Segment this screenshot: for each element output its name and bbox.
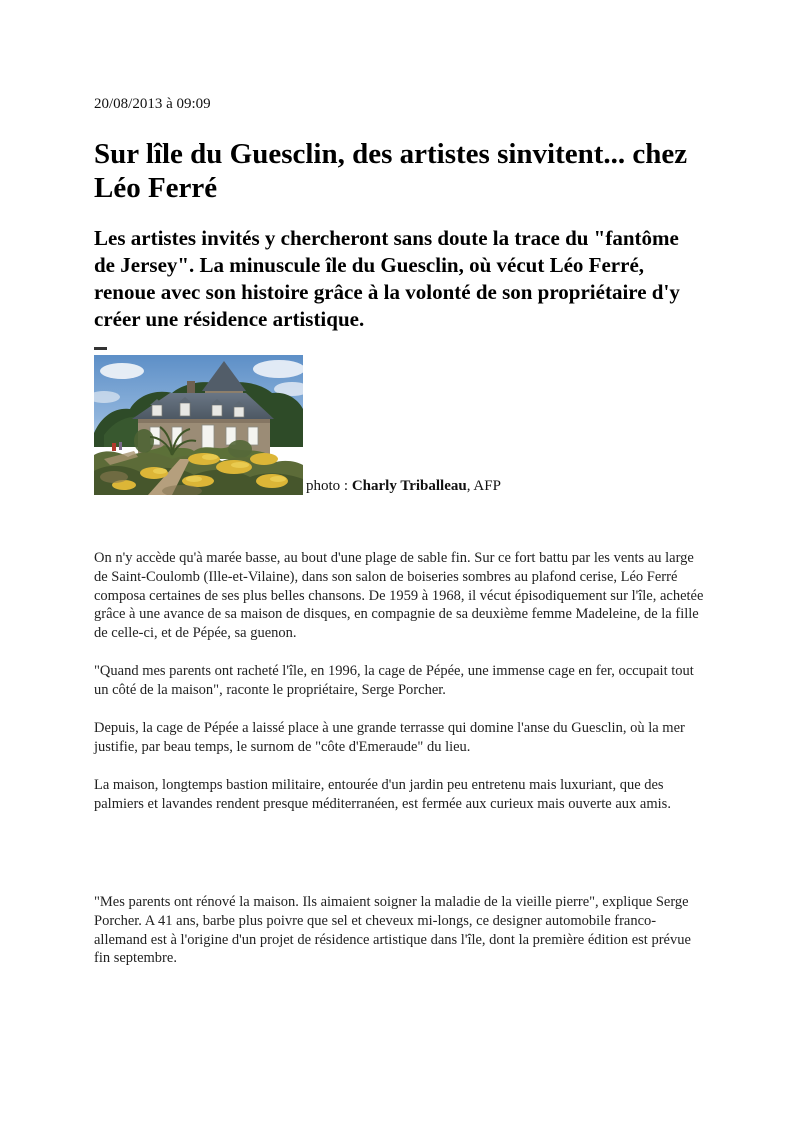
body-paragraph-2: "Quand mes parents ont racheté l'île, en 1996, la cage de Pépée, une immense cage en fer, occupait tout un côté de la maison", raconte le propriétaire, Serge Porcher. [94, 663, 694, 698]
empty-content-gap [94, 833, 708, 893]
body-paragraph-3: Depuis, la cage de Pépée a laissé place à une grande terrasse qui domine l'anse du Guesclin, où la mer justifie, par beau temps, le surnom de "côte d'Emeraude" du lieu. [94, 720, 685, 755]
photo-row [94, 355, 708, 495]
photo-credit-name: Charly Triballeau [351, 477, 467, 494]
photo-credit-prefix: photo : [306, 477, 352, 494]
article-photo [94, 355, 303, 495]
article-timestamp: 20/08/2013 à 09:09 [94, 96, 211, 112]
article-lead: Les artistes invités y chercheront sans doute la trace du "fantôme de Jersey". La minuscule île du Guesclin, où vécut Léo Ferré, renoue avec son histoire grâce à la volonté de son propriétaire d'y créer une résidence artistique. [94, 226, 680, 332]
article-content [94, 96, 708, 988]
body-paragraph-5: "Mes parents ont rénové la maison. Ils aimaient soigner la maladie de la vieille pierre", explique Serge Porcher. A 41 ans, barbe plus poivre que sel et cheveux mi-longs, ce designer automobile franco-allemand est à l'origine d'un projet de résidence artistique dans l'île, dont la première édition est prévue fin septembre. [94, 894, 691, 967]
island-house-illustration [94, 355, 303, 495]
body-paragraph-1: On n'y accède qu'à marée basse, au bout d'une plage de sable fin. Sur ce fort battu par les vents au large de Saint-Coulomb (Ille-et-Vilaine), dans son salon de boiseries sombres au plafond cerise, Léo Ferré composa certaines de ses plus belles chansons. De 1959 à 1968, il vécut épisodiquement sur l'île, achetée grâce à une avance de sa maison de disques, en compagnie de sa deuxième femme Madeleine, de la fille de celle-ci, et de Pépée, sa guenon. [94, 550, 704, 641]
broken-image-dash [94, 347, 107, 350]
article-title: Sur lîle du Guesclin, des artistes sinvitent... chez Léo Ferré [94, 137, 688, 205]
photo-credit-suffix: , AFP [466, 477, 501, 494]
photo-credit [306, 478, 501, 495]
article-body [94, 549, 708, 967]
body-paragraph-4: La maison, longtemps bastion militaire, entourée d'un jardin peu entretenu mais luxuriant, que des palmiers et lavandes rendent presque méditerranéen, est fermée aux curieux mais ouverte aux amis. [94, 777, 671, 812]
